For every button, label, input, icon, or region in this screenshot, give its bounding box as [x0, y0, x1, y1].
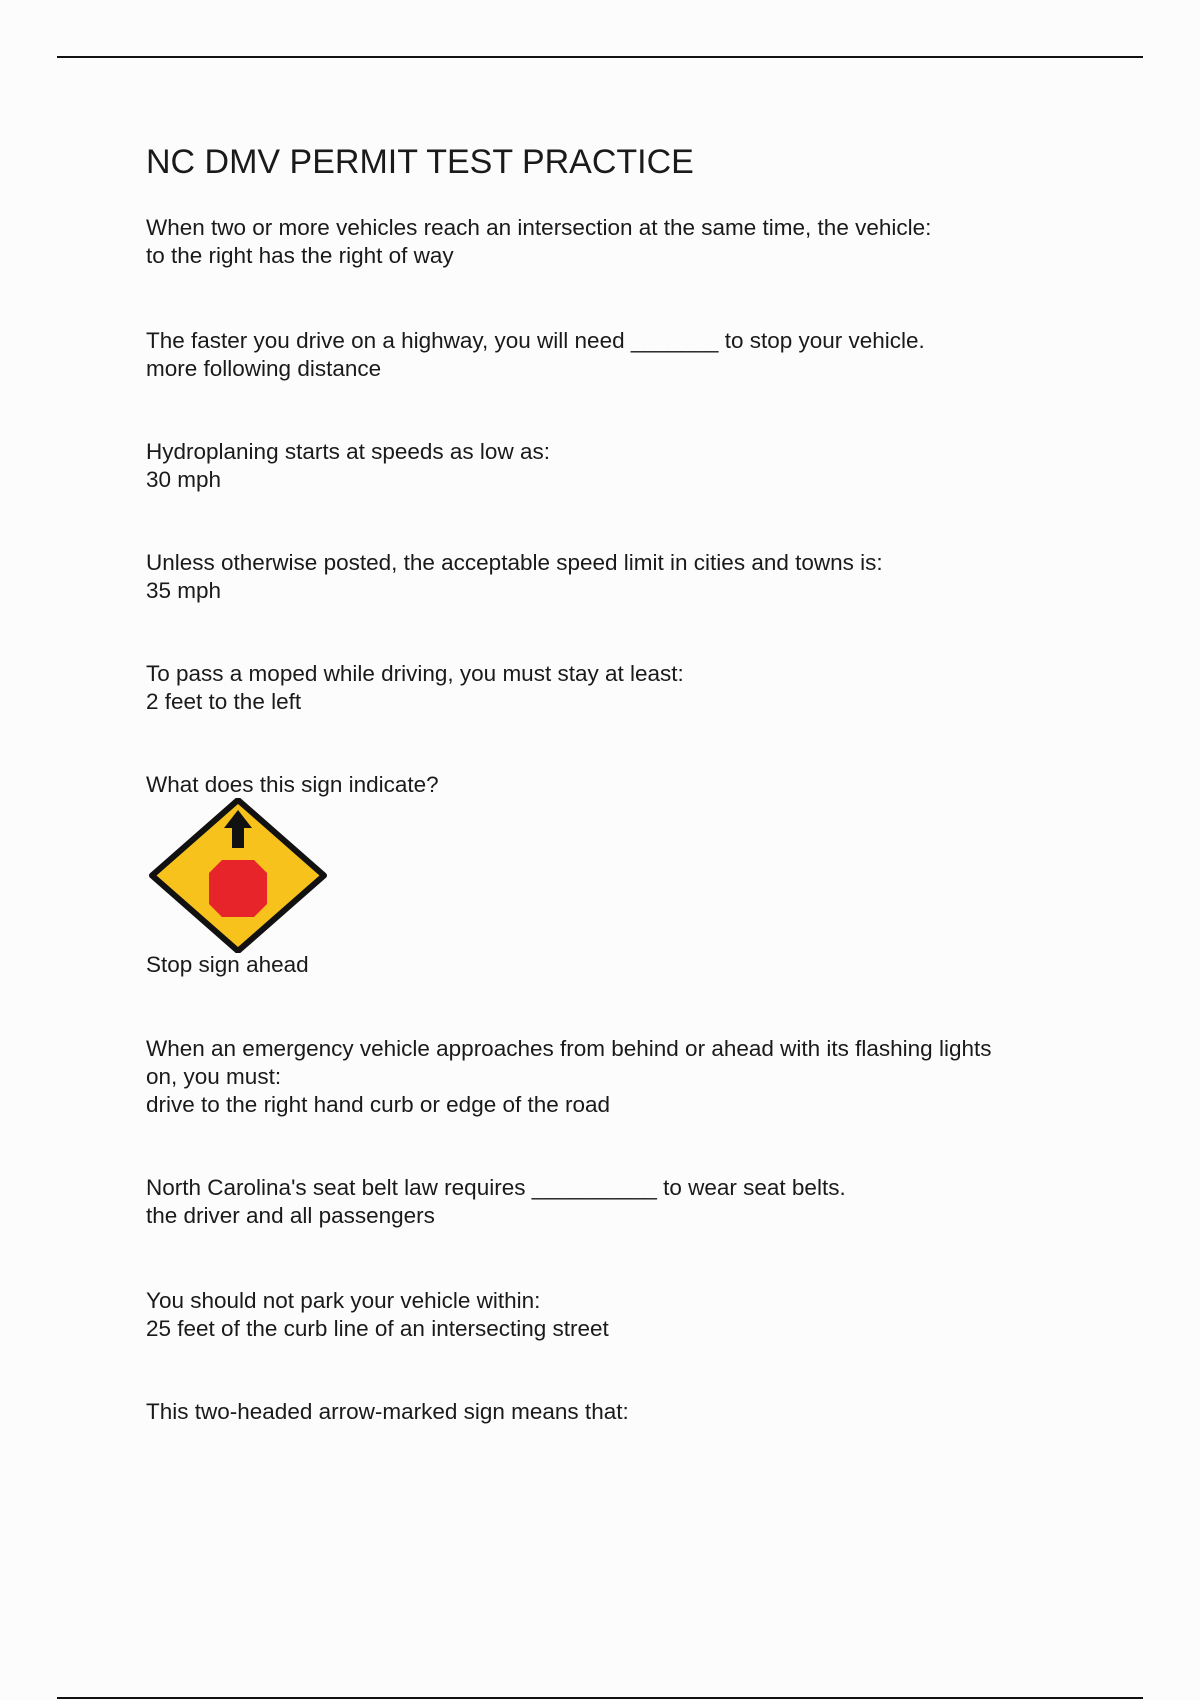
- answer-text: the driver and all passengers: [146, 1203, 435, 1228]
- answer-item: [146, 951, 309, 979]
- answer-text: Stop sign ahead: [146, 952, 309, 977]
- stop-ahead-sign-icon: [148, 798, 328, 953]
- question-text: To pass a moped while driving, you must stay at least:: [146, 661, 684, 686]
- question-text: When two or more vehicles reach an intersection at the same time, the vehicle:: [146, 215, 932, 240]
- question-item: [146, 214, 931, 270]
- question-text: The faster you drive on a highway, you will need _______ to stop your vehicle.: [146, 328, 925, 353]
- question-item: [146, 327, 925, 383]
- question-text: When an emergency vehicle approaches from behind or ahead with its flashing lights: [146, 1036, 992, 1061]
- question-item: [146, 771, 439, 799]
- question-item: [146, 549, 883, 605]
- answer-text: to the right has the right of way: [146, 243, 454, 268]
- question-item: [146, 438, 550, 494]
- page-title: NC DMV PERMIT TEST PRACTICE: [146, 143, 694, 181]
- answer-text: 2 feet to the left: [146, 689, 302, 714]
- answer-text: drive to the right hand curb or edge of the road: [146, 1092, 611, 1117]
- question-text: This two-headed arrow-marked sign means that:: [146, 1399, 629, 1424]
- bottom-rule: [57, 1697, 1143, 1699]
- answer-text: 25 feet of the curb line of an intersecting street: [146, 1316, 609, 1341]
- question-text: on, you must:: [146, 1064, 282, 1089]
- answer-text: 30 mph: [146, 467, 222, 492]
- question-item: [146, 1398, 629, 1426]
- question-text: You should not park your vehicle within:: [146, 1288, 541, 1313]
- answer-text: more following distance: [146, 356, 382, 381]
- question-text: Hydroplaning starts at speeds as low as:: [146, 439, 550, 464]
- question-text: Unless otherwise posted, the acceptable speed limit in cities and towns is:: [146, 550, 883, 575]
- question-item: [146, 1174, 846, 1230]
- question-item: [146, 1035, 991, 1119]
- top-rule: [57, 56, 1143, 58]
- question-text: North Carolina's seat belt law requires __________ to wear seat belts.: [146, 1175, 846, 1200]
- question-item: [146, 660, 684, 716]
- question-item: [146, 1287, 609, 1343]
- question-text: What does this sign indicate?: [146, 772, 439, 797]
- answer-text: 35 mph: [146, 578, 222, 603]
